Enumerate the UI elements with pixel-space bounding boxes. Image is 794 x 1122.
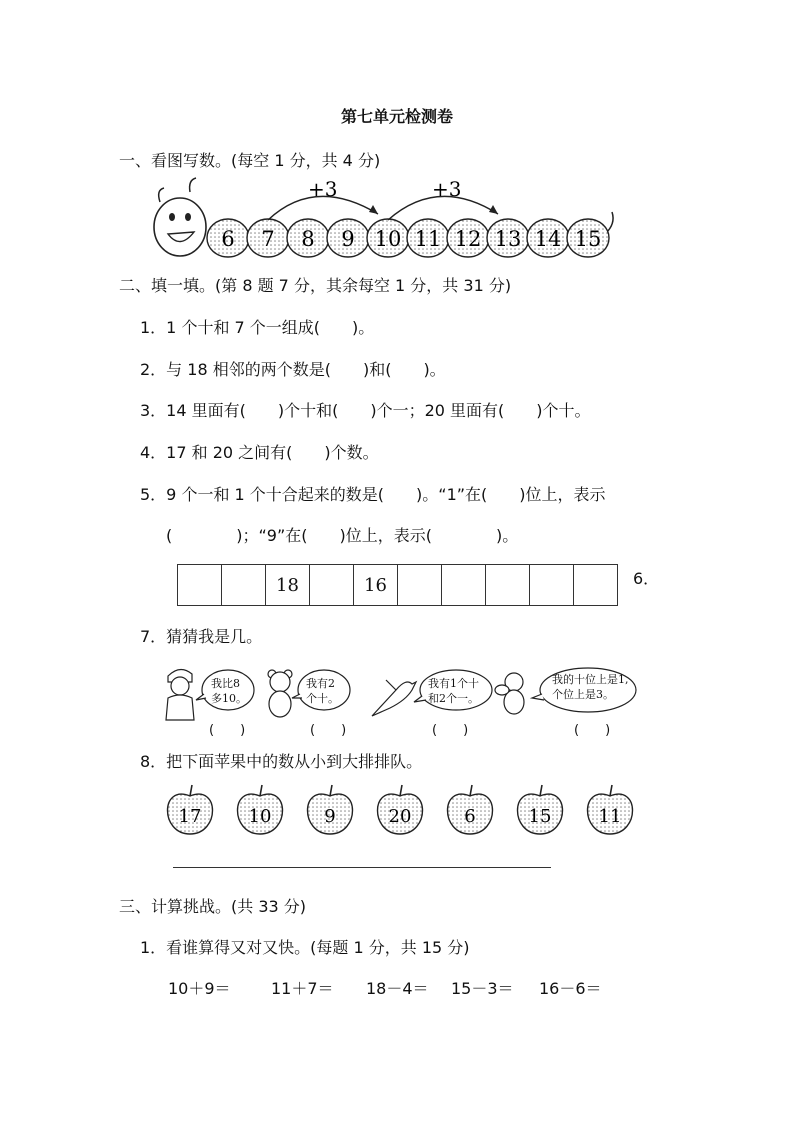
page-title: 第七单元检测卷 xyxy=(340,107,453,126)
equation-3: 18－4＝ xyxy=(366,979,429,998)
equation-1: 10＋9＝ xyxy=(168,979,231,998)
section-1-heading: 一、看图写数。(每空 1 分，共 4 分) xyxy=(119,151,381,170)
caterpillar-number: 11 xyxy=(414,227,442,251)
speech-text-1: 我比8 多10。 xyxy=(211,677,247,705)
question-6-number: 6． xyxy=(633,569,660,588)
apple-stem xyxy=(260,785,262,796)
boy-icon xyxy=(166,669,194,720)
number-sequence-table xyxy=(177,564,618,606)
apple-stem xyxy=(540,785,542,796)
caterpillar-number: 7 xyxy=(261,227,275,251)
speech-text-4: 我的十位上是1, 个位上是3。 xyxy=(552,673,629,701)
sequence-cell[interactable] xyxy=(574,565,618,606)
caterpillar-number: 9 xyxy=(341,227,355,251)
apple-number: 11 xyxy=(598,806,622,827)
equation-4: 15－3＝ xyxy=(451,979,514,998)
answer-paren-4[interactable]: ( ) xyxy=(574,723,611,738)
caterpillar-head xyxy=(154,178,206,256)
answer-paren-1[interactable]: ( ) xyxy=(209,723,246,738)
sequence-cell[interactable] xyxy=(178,565,222,606)
sequence-cell: 18 xyxy=(266,565,310,606)
caterpillar-figure xyxy=(150,172,620,264)
equation-2: 11＋7＝ xyxy=(271,979,334,998)
question-2-1: 1．1 个十和 7 个一组成( )。 xyxy=(140,318,375,337)
bee-icon xyxy=(495,673,524,714)
arrow-label-2: +3 xyxy=(432,177,462,201)
caterpillar-number: 10 xyxy=(374,227,402,251)
speech-text-3: 我有1个十 和2个一。 xyxy=(428,677,479,705)
speech-text-2: 我有2 个十。 xyxy=(306,677,339,705)
bird-icon xyxy=(372,680,416,716)
apple-stem xyxy=(400,785,402,796)
caterpillar-number: 14 xyxy=(534,227,562,251)
question-2-5-line1: 5．9 个一和 1 个十合起来的数是( )。“1”在( )位上，表示 xyxy=(140,485,606,504)
question-3-1: 1．看谁算得又对又快。(每题 1 分，共 15 分) xyxy=(140,938,470,957)
bear-icon xyxy=(268,670,292,717)
apple-number: 17 xyxy=(178,806,202,827)
caterpillar-number: 15 xyxy=(574,227,602,251)
sequence-cell[interactable] xyxy=(310,565,354,606)
apple-number: 6 xyxy=(464,806,476,827)
question-2-7: 7．猜猜我是几。 xyxy=(140,627,263,646)
sequence-cell[interactable] xyxy=(398,565,442,606)
section-2-heading: 二、填一填。(第 8 题 7 分，其余每空 1 分，共 31 分) xyxy=(119,276,512,295)
question-2-5-line2: ( )；“9”在( )位上，表示( )。 xyxy=(166,526,519,545)
question-2-4: 4．17 和 20 之间有( )个数。 xyxy=(140,443,379,462)
sequence-cell[interactable] xyxy=(530,565,574,606)
apple-stem xyxy=(190,785,192,796)
answer-paren-2[interactable]: ( ) xyxy=(310,723,347,738)
sequence-cell: 16 xyxy=(354,565,398,606)
question-2-2: 2．与 18 相邻的两个数是( )和( )。 xyxy=(140,360,446,379)
sequence-cell[interactable] xyxy=(442,565,486,606)
apple-stem xyxy=(470,785,472,796)
apple-stem xyxy=(610,785,612,796)
sequence-cell[interactable] xyxy=(486,565,530,606)
sequence-cell[interactable] xyxy=(222,565,266,606)
answer-paren-3[interactable]: ( ) xyxy=(432,723,469,738)
caterpillar-number: 12 xyxy=(454,227,482,251)
equation-5: 16－6＝ xyxy=(539,979,602,998)
question-2-8: 8．把下面苹果中的数从小到大排排队。 xyxy=(140,752,423,771)
apple-number: 15 xyxy=(528,806,552,827)
apple-number: 9 xyxy=(324,806,336,827)
apple-number: 10 xyxy=(248,806,272,827)
caterpillar-number: 13 xyxy=(494,227,522,251)
section-3-heading: 三、计算挑战。(共 33 分) xyxy=(119,897,307,916)
caterpillar-number: 6 xyxy=(221,227,235,251)
question-2-3: 3．14 里面有( )个十和( )个一；20 里面有( )个十。 xyxy=(140,401,591,420)
apple-number: 20 xyxy=(388,806,412,827)
apples-row xyxy=(160,782,640,838)
apple-stem xyxy=(330,785,332,796)
arrow-label-1: +3 xyxy=(308,177,338,201)
answer-line[interactable] xyxy=(173,867,551,868)
caterpillar-number: 8 xyxy=(301,227,315,251)
